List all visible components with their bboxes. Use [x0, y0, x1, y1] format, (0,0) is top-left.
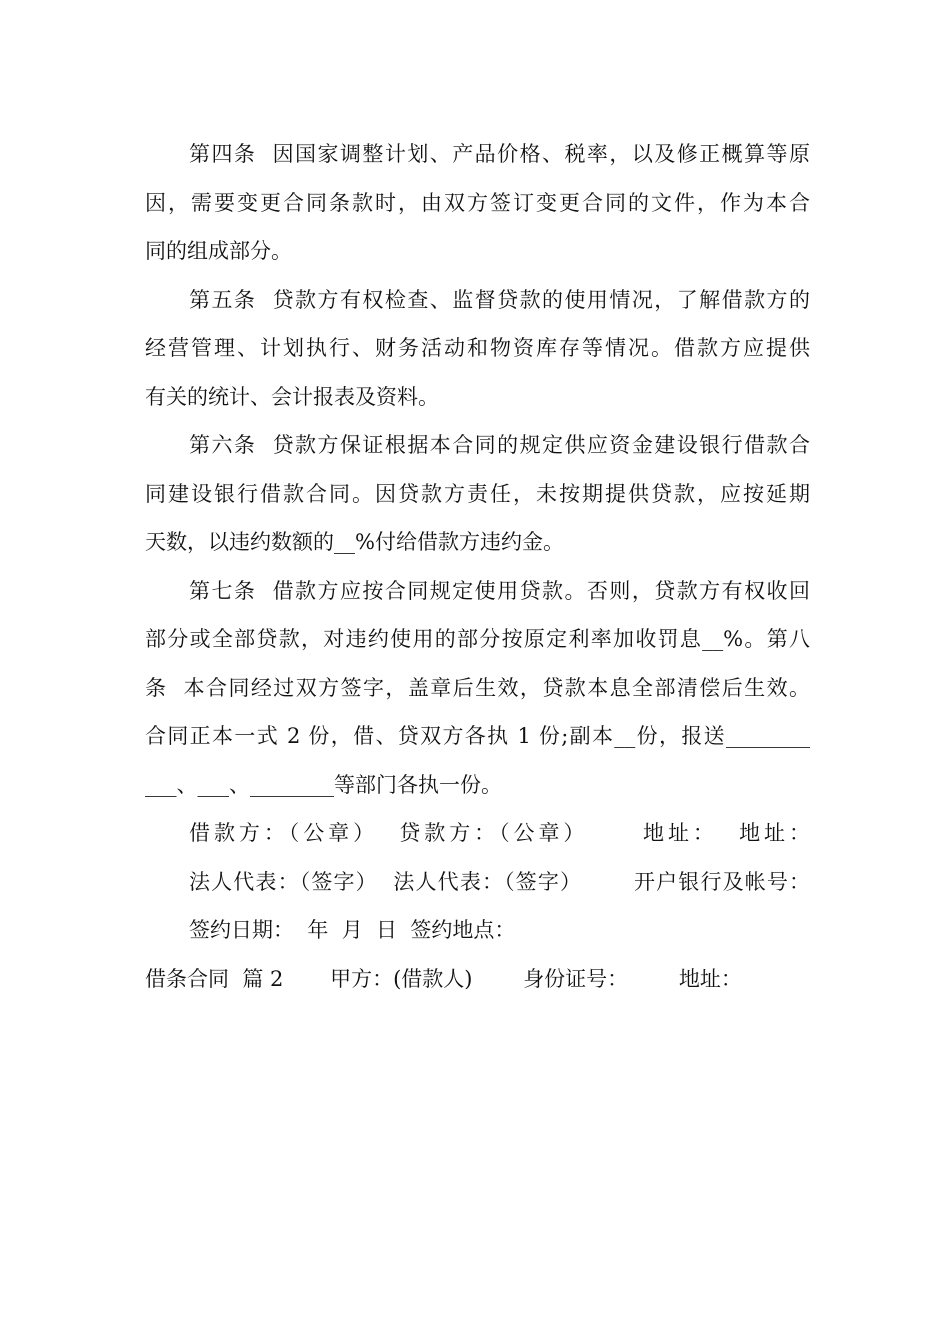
article-4-line-3: 同的组成部分。 [145, 239, 292, 263]
article-7-line-1: 第七条 借款方应按合同规定使用贷款。否则，贷款方有权收回 [189, 578, 810, 603]
signature-bank-account: 开户银行及帐号： [634, 869, 811, 894]
article-7-line-2: 部分或全部贷款，对违约使用的部分按原定利率加收罚息__%。第八 [145, 627, 810, 651]
article-6 [145, 421, 810, 567]
section-2-id-number: 身份证号： [523, 966, 629, 991]
section-2-heading: 借条合同 篇 2 甲方：(借款人) [145, 966, 473, 991]
signature-legal-rep: 法人代表：（签字） 法人代表：（签字） [189, 869, 583, 894]
article-6-line-1: 第六条 贷款方保证根据本合同的规定供应资金建设银行借款合 [189, 433, 810, 457]
signature-parties: 借款方：（公章） 贷款方：（公章） [189, 821, 589, 845]
article-4-line-1: 第四条 因国家调整计划、产品价格、税率，以及修正概算等原 [189, 142, 810, 166]
article-7-line-5: ___、___、________等部门各执一份。 [145, 772, 502, 797]
article-6-line-3: 天数，以违约数额的__%付给借款方违约金。 [145, 530, 564, 554]
article-7-line-3: 条 本合同经过双方签字，盖章后生效，贷款本息全部清偿后生效。 [145, 675, 810, 700]
article-4 [145, 130, 810, 276]
article-5-line-1: 第五条 贷款方有权检查、监督贷款的使用情况，了解借款方的 [189, 287, 810, 312]
signature-address: 地址： 地址： [643, 821, 810, 845]
article-6-line-2: 同建设银行借款合同。因贷款方责任，未按期提供贷款，应按延期 [145, 481, 810, 506]
signature-date-place: 签约日期： 年 月 日 签约地点： [189, 918, 516, 942]
document-page [145, 130, 810, 1003]
article-5 [145, 276, 810, 422]
section-2 [145, 955, 810, 1004]
article-7 [145, 567, 810, 810]
article-5-line-3: 有关的统计、会计报表及资料。 [145, 384, 439, 409]
article-4-line-2: 因，需要变更合同条款时，由双方签订变更合同的文件，作为本合 [145, 190, 810, 215]
article-5-line-2: 经营管理、计划执行、财务活动和物资库存等情况。借款方应提供 [145, 336, 810, 360]
section-2-address: 地址： [678, 966, 742, 991]
article-7-line-4: 合同正本一式 2 份，借、贷双方各执 1 份;副本__份，报送________ [145, 724, 810, 748]
signature-block [145, 809, 810, 955]
